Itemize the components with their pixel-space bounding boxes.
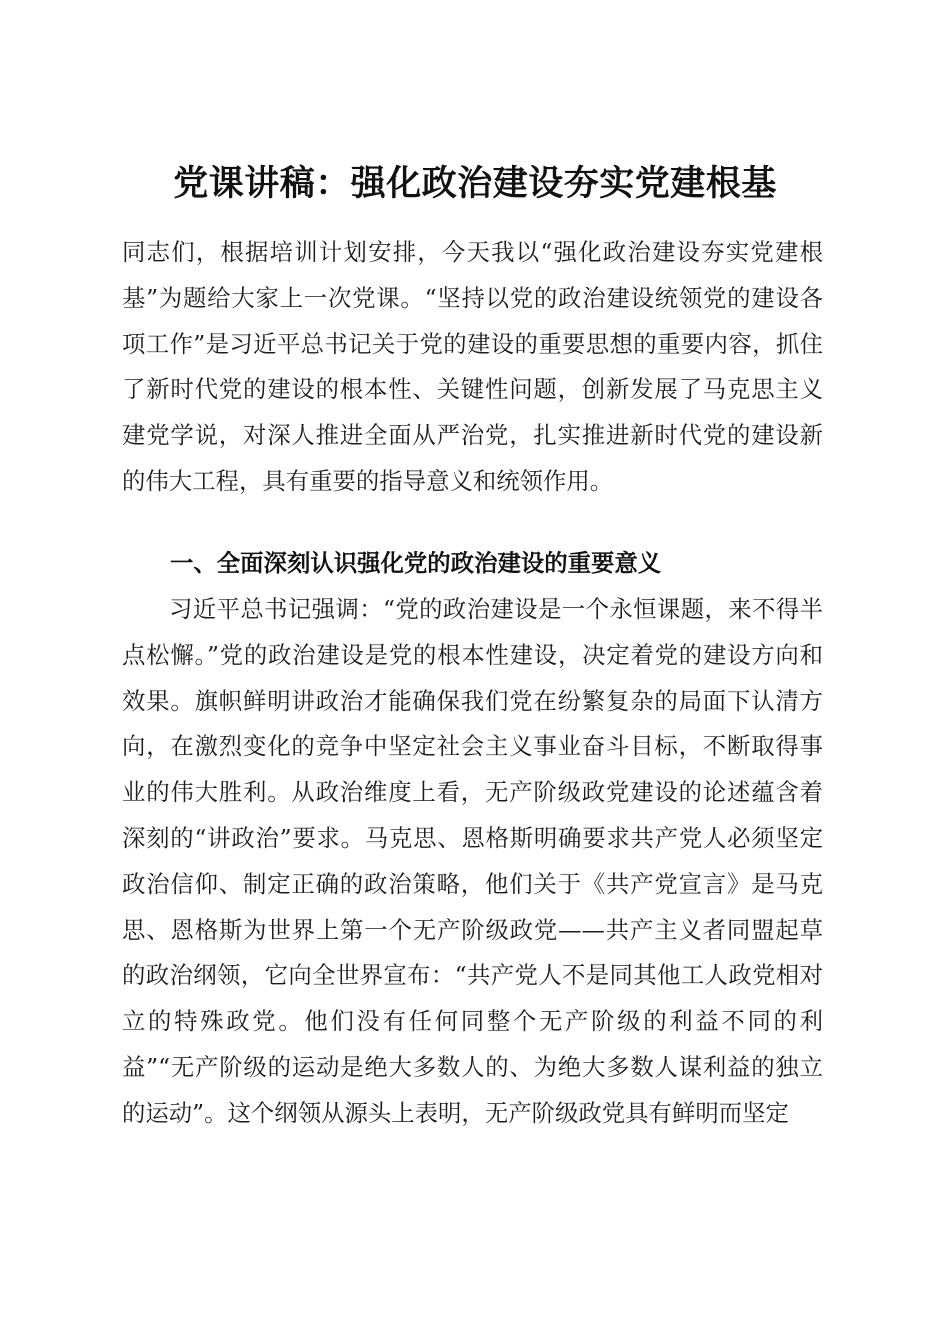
section-heading: 一、全面深刻认识强化党的政治建设的重要意义 <box>170 549 662 577</box>
section-paragraph: 习近平总书记强调：“党的政治建设是一个永恒课题，来不得半点松懈。”党的政治建设是党的根本性建设，决定着党的建设方向和效果。旗帜鲜明讲政治才能确保我们党在纷繁复杂的局面下认清方向，在激烈变化的竞争中坚定社会主义事业奋斗目标，不断取得事业的伟大胜利。从政治维度上看，无产阶级政党建设的论述蕴含着深刻的“讲政治”要求。马克思、恩格斯明确要求共产党人必须坚定政治信仰、制定正确的政治策略，他们关于《共产党宣言》是马克思、恩格斯为世界上第一个无产阶级政党——共产主义者同盟起草的政治纲领，它向全世界宣布：“共产党人不是同其他工人政党相对立的特殊政党。他们没有任何同整个无产阶级的利益不同的利益”“无产阶级的运动是绝大多数人的、为绝大多数人谋利益的独立的运动”。这个纲领从源头上表明，无产阶级政党具有鲜明而坚定 <box>122 595 823 1127</box>
intro-paragraph: 同志们，根据培训计划安排，今天我以“强化政治建设夯实党建根基”为题给大家上一次党课。“坚持以党的政治建设统领党的建设各项工作”是习近平总书记关于党的建设的重要思想的重要内容，抓住了新时代党的建设的根本性、关键性问题，创新发展了马克思主义建党学说，对深人推进全面从严治党，扎实推进新时代党的建设新的伟大工程，具有重要的指导意义和统领作用。 <box>122 238 823 495</box>
document-title: 党课讲稿：强化政治建设夯实党建根基 <box>173 164 777 205</box>
